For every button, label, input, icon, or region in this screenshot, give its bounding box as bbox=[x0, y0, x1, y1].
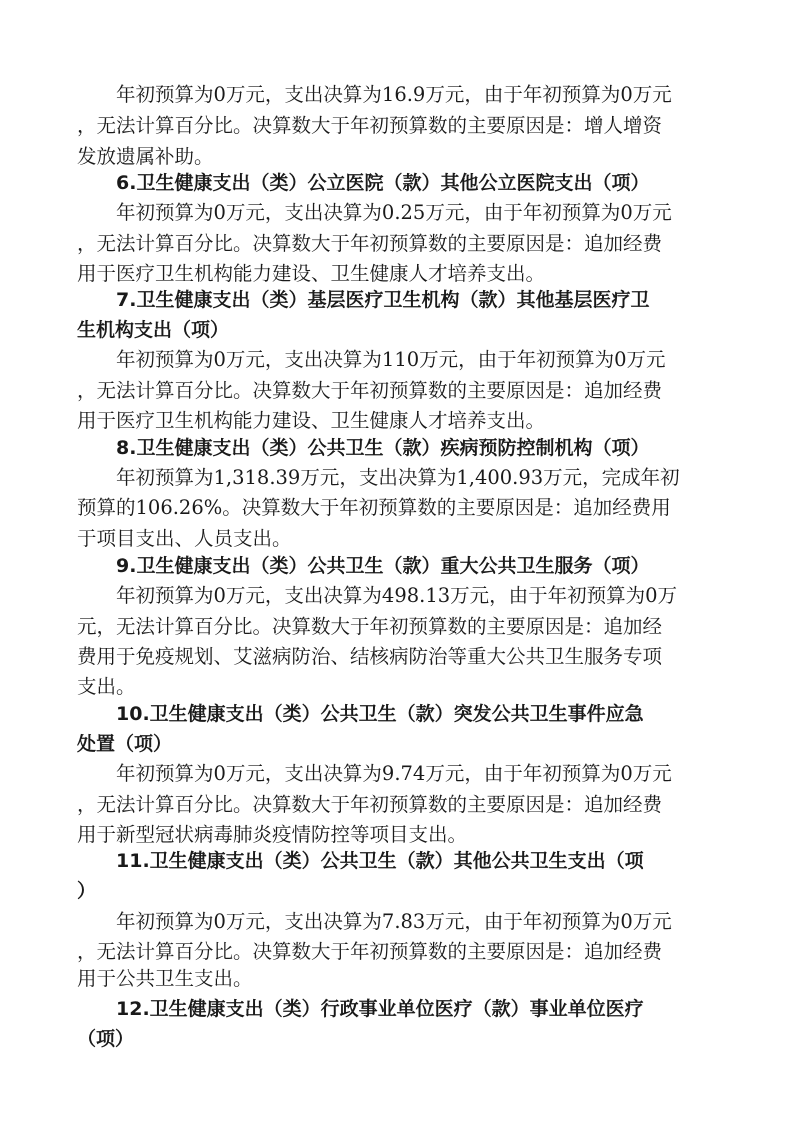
paragraph-line: 年初预算为1,318.39万元，支出决算为1,400.93万元，完成年初 bbox=[116, 466, 680, 489]
paragraph-line: 年初预算为0万元，支出决算为110万元，由于年初预算为0万元 bbox=[116, 348, 666, 371]
paragraph-line: 发放遗属补助。 bbox=[77, 145, 214, 168]
section-heading-line: 9.卫生健康支出（类）公共卫生（款）重大公共卫生服务（项） bbox=[116, 555, 650, 577]
paragraph-line: 元，无法计算百分比。决算数大于年初预算数的主要原因是：追加经 bbox=[77, 615, 663, 638]
paragraph-line: 年初预算为0万元，支出决算为0.25万元，由于年初预算为0万元 bbox=[116, 201, 672, 224]
section-heading-line: 生机构支出（项） bbox=[77, 319, 230, 341]
section-heading-line: 8.卫生健康支出（类）公共卫生（款）疾病预防控制机构（项） bbox=[116, 437, 650, 459]
paragraph-line: ，无法计算百分比。决算数大于年初预算数的主要原因是：追加经费 bbox=[77, 379, 663, 402]
section-heading-line: （项） bbox=[77, 1028, 135, 1050]
paragraph-line: 年初预算为0万元，支出决算为498.13万元，由于年初预算为0万 bbox=[116, 584, 678, 607]
paragraph-line: 支出。 bbox=[77, 675, 136, 698]
paragraph-line: 年初预算为0万元，支出决算为9.74万元，由于年初预算为0万元 bbox=[116, 762, 672, 785]
paragraph-line: 用于新型冠状病毒肺炎疫情防控等项目支出。 bbox=[77, 823, 468, 846]
section-heading-line: 6.卫生健康支出（类）公立医院（款）其他公立医院支出（项） bbox=[116, 172, 650, 194]
paragraph-line: 用于医疗卫生机构能力建设、卫生健康人才培养支出。 bbox=[77, 262, 546, 285]
section-heading-line: 7.卫生健康支出（类）基层医疗卫生机构（款）其他基层医疗卫 bbox=[116, 289, 650, 311]
section-heading-line: 处置（项） bbox=[77, 733, 173, 755]
paragraph-line: ，无法计算百分比。决算数大于年初预算数的主要原因是：追加经费 bbox=[77, 232, 663, 255]
paragraph-line: 年初预算为0万元，支出决算为7.83万元，由于年初预算为0万元 bbox=[116, 910, 672, 933]
section-heading-line: 12.卫生健康支出（类）行政事业单位医疗（款）事业单位医疗 bbox=[116, 998, 644, 1020]
paragraph-line: 费用于免疫规划、艾滋病防治、结核病防治等重大公共卫生服务专项 bbox=[77, 645, 663, 668]
section-heading-line: 10.卫生健康支出（类）公共卫生（款）突发公共卫生事件应急 bbox=[116, 703, 644, 725]
paragraph-line: ，无法计算百分比。决算数大于年初预算数的主要原因是：追加经费 bbox=[77, 940, 663, 963]
paragraph-line: 用于医疗卫生机构能力建设、卫生健康人才培养支出。 bbox=[77, 409, 546, 432]
section-heading-line: ） bbox=[77, 880, 97, 902]
paragraph-line: ，无法计算百分比。决算数大于年初预算数的主要原因是：追加经费 bbox=[77, 793, 663, 816]
section-heading-line: 11.卫生健康支出（类）公共卫生（款）其他公共卫生支出（项 bbox=[116, 850, 644, 872]
paragraph-line: ，无法计算百分比。决算数大于年初预算数的主要原因是：增人增资 bbox=[77, 114, 663, 137]
paragraph-line: 于项目支出、人员支出。 bbox=[77, 527, 292, 550]
paragraph-line: 预算的106.26%。决算数大于年初预算数的主要原因是：追加经费用 bbox=[77, 496, 671, 519]
paragraph-line: 用于公共卫生支出。 bbox=[77, 967, 253, 990]
paragraph-line: 年初预算为0万元，支出决算为16.9万元，由于年初预算为0万元 bbox=[116, 83, 672, 106]
